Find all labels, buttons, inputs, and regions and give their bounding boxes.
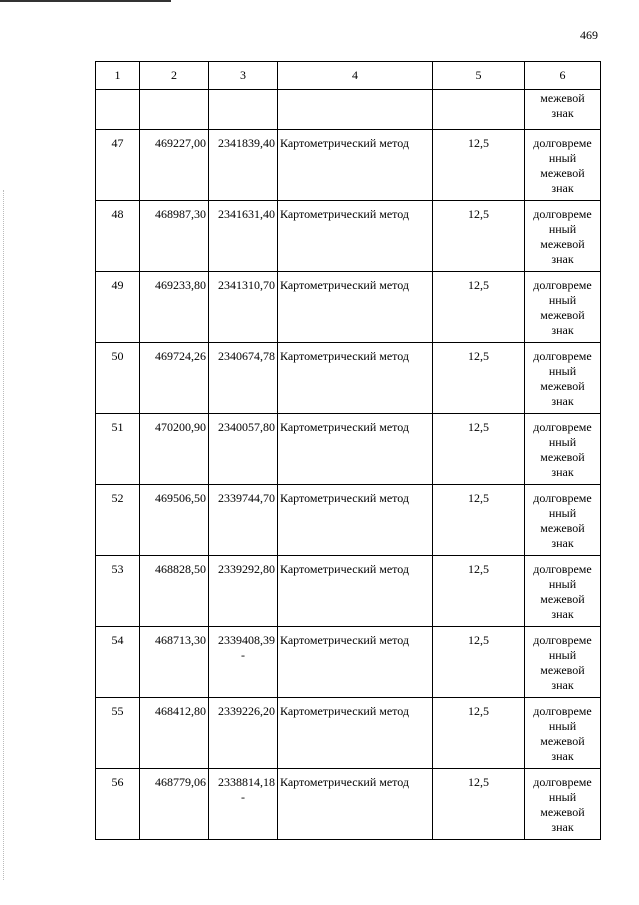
- cell-x: 468412,80: [140, 698, 209, 769]
- cell-y: [209, 485, 278, 556]
- coordinates-table: [95, 61, 601, 840]
- desc-line: знак: [551, 749, 574, 763]
- desc-line: межевой: [540, 805, 585, 819]
- cell-y: [209, 556, 278, 627]
- cell-number: 56: [96, 769, 140, 840]
- desc-line: межевой: [540, 379, 585, 393]
- cell-x: 468713,30: [140, 627, 209, 698]
- desc-line: знак: [551, 323, 574, 337]
- top-rule: [0, 0, 171, 2]
- desc-line: нный: [548, 719, 577, 733]
- y-value: 2339226,20: [218, 704, 275, 718]
- cell-accuracy: 12,5: [433, 343, 525, 414]
- cell-method: Картометрический метод: [278, 698, 433, 769]
- desc-line: нный: [548, 364, 577, 378]
- cell-method: Картометрический метод: [278, 414, 433, 485]
- cell-description: [525, 627, 601, 698]
- desc-line: долговреме: [533, 278, 592, 292]
- y-value: 2339408,39: [218, 633, 275, 647]
- cell-accuracy: 12,5: [433, 698, 525, 769]
- cell-number: 47: [96, 130, 140, 201]
- cell-method: Картометрический метод: [278, 556, 433, 627]
- cell-y: [209, 201, 278, 272]
- cell-x: 468828,50: [140, 556, 209, 627]
- cell-x: 468987,30: [140, 201, 209, 272]
- desc-line: знак: [551, 536, 574, 550]
- cell-x: 468779,06: [140, 769, 209, 840]
- desc-line: межевой: [540, 450, 585, 464]
- desc-line: долговреме: [533, 420, 592, 434]
- table-row: [96, 627, 601, 698]
- page-number: 469: [580, 28, 598, 42]
- desc-line: межевой: [540, 663, 585, 677]
- cell-y: [209, 769, 278, 840]
- table-row: [96, 556, 601, 627]
- table-row: [96, 698, 601, 769]
- y-value: 2341631,40: [218, 207, 275, 221]
- desc-line: межевой: [540, 91, 585, 105]
- desc-line: долговреме: [533, 349, 592, 363]
- desc-line: долговреме: [533, 136, 592, 150]
- cell-method: Картометрический метод: [278, 343, 433, 414]
- cell-accuracy: 12,5: [433, 485, 525, 556]
- cell-y: [209, 414, 278, 485]
- cell-number: 52: [96, 485, 140, 556]
- desc-line: нный: [548, 293, 577, 307]
- cell-number: 53: [96, 556, 140, 627]
- cell-description: [525, 556, 601, 627]
- cell-y: [209, 343, 278, 414]
- y-value: 2341310,70: [218, 278, 275, 292]
- desc-line: межевой: [540, 237, 585, 251]
- cell-method: Картометрический метод: [278, 272, 433, 343]
- cell-description: [525, 485, 601, 556]
- desc-line: знак: [551, 394, 574, 408]
- table-row: [96, 769, 601, 840]
- cell-y: [209, 130, 278, 201]
- cell-method: Картометрический метод: [278, 769, 433, 840]
- header-col-4: 4: [278, 62, 433, 90]
- cell-description: [525, 343, 601, 414]
- desc-line: нный: [548, 506, 577, 520]
- table-row: [96, 201, 601, 272]
- cell: [140, 90, 209, 130]
- cell-description: [525, 272, 601, 343]
- header-col-5: 5: [433, 62, 525, 90]
- cell-y: [209, 272, 278, 343]
- desc-line: межевой: [540, 308, 585, 322]
- desc-line: межевой: [540, 592, 585, 606]
- desc-line: знак: [551, 678, 574, 692]
- cell-x: 469506,50: [140, 485, 209, 556]
- desc-line: знак: [551, 181, 574, 195]
- desc-line: знак: [551, 607, 574, 621]
- cell-method: Картометрический метод: [278, 485, 433, 556]
- cell-number: 54: [96, 627, 140, 698]
- cell-x: 469724,26: [140, 343, 209, 414]
- cell-method: Картометрический метод: [278, 130, 433, 201]
- cell-x: 469227,00: [140, 130, 209, 201]
- cell-description: [525, 698, 601, 769]
- desc-line: долговреме: [533, 704, 592, 718]
- table-header-row: [96, 62, 601, 90]
- y-value: 2338814,18: [218, 775, 275, 789]
- desc-line: межевой: [540, 166, 585, 180]
- desc-line: нный: [548, 648, 577, 662]
- desc-line: нный: [548, 435, 577, 449]
- cell-y: [209, 627, 278, 698]
- cell-accuracy: 12,5: [433, 130, 525, 201]
- desc-line: долговреме: [533, 207, 592, 221]
- y-value: 2339292,80: [218, 562, 275, 576]
- desc-line: межевой: [540, 521, 585, 535]
- cell: [96, 90, 140, 130]
- cell: [278, 90, 433, 130]
- table-row: [96, 414, 601, 485]
- cell-method: Картометрический метод: [278, 627, 433, 698]
- cell-x: 470200,90: [140, 414, 209, 485]
- cell: [209, 90, 278, 130]
- desc-line: межевой: [540, 734, 585, 748]
- cell-accuracy: 12,5: [433, 769, 525, 840]
- desc-line: долговреме: [533, 562, 592, 576]
- cell-number: 55: [96, 698, 140, 769]
- cell-number: 50: [96, 343, 140, 414]
- desc-line: долговреме: [533, 775, 592, 789]
- y-value: 2339744,70: [218, 491, 275, 505]
- desc-line: нный: [548, 151, 577, 165]
- cell-number: 49: [96, 272, 140, 343]
- cell-accuracy: 12,5: [433, 272, 525, 343]
- desc-line: нный: [548, 577, 577, 591]
- cell-accuracy: 12,5: [433, 556, 525, 627]
- continuation-row: [96, 90, 601, 130]
- desc-line: знак: [551, 252, 574, 266]
- header-col-2: 2: [140, 62, 209, 90]
- y-value: 2341839,40: [218, 136, 275, 150]
- y-value: 2340674,78: [218, 349, 275, 363]
- desc-line: знак: [551, 465, 574, 479]
- table-row: [96, 485, 601, 556]
- cell-number: 51: [96, 414, 140, 485]
- header-col-3: 3: [209, 62, 278, 90]
- cell-description: [525, 414, 601, 485]
- table-row: [96, 272, 601, 343]
- scan-edge: [3, 190, 5, 880]
- cell-y: [209, 698, 278, 769]
- desc-line: нный: [548, 790, 577, 804]
- cell-description: [525, 90, 601, 130]
- header-col-1: 1: [96, 62, 140, 90]
- cell-description: [525, 769, 601, 840]
- y-suffix: -: [241, 790, 245, 804]
- cell-number: 48: [96, 201, 140, 272]
- y-suffix: -: [241, 648, 245, 662]
- cell-x: 469233,80: [140, 272, 209, 343]
- cell-method: Картометрический метод: [278, 201, 433, 272]
- table-row: [96, 343, 601, 414]
- desc-line: долговреме: [533, 633, 592, 647]
- desc-line: долговреме: [533, 491, 592, 505]
- cell: [433, 90, 525, 130]
- desc-line: знак: [551, 820, 574, 834]
- y-value: 2340057,80: [218, 420, 275, 434]
- desc-line: нный: [548, 222, 577, 236]
- header-col-6: 6: [525, 62, 601, 90]
- cell-description: [525, 130, 601, 201]
- cell-description: [525, 201, 601, 272]
- cell-accuracy: 12,5: [433, 627, 525, 698]
- cell-accuracy: 12,5: [433, 201, 525, 272]
- table-row: [96, 130, 601, 201]
- cell-accuracy: 12,5: [433, 414, 525, 485]
- desc-line: знак: [551, 106, 574, 120]
